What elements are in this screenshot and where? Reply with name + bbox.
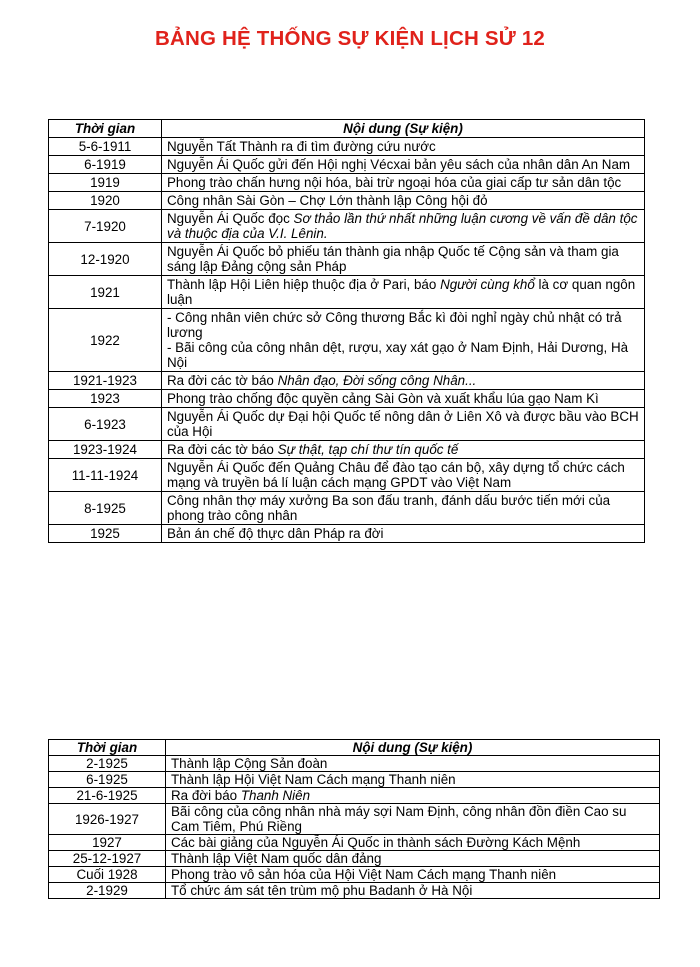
table-row bbox=[49, 138, 645, 156]
event-time: 1923 bbox=[49, 390, 162, 408]
table-body bbox=[49, 756, 660, 899]
event-time: 6-1923 bbox=[49, 408, 162, 441]
table-row bbox=[49, 174, 645, 192]
table-row bbox=[49, 525, 645, 543]
table-row bbox=[49, 835, 660, 851]
event-time: 1919 bbox=[49, 174, 162, 192]
event-text: Công nhân thợ máy xưởng Ba son đấu tranh, đánh dấu bước tiến mới của phong trào công nhân bbox=[167, 493, 611, 523]
event-text: Nguyễn Ái Quốc gửi đến Hội nghị Vécxai bản yêu sách của nhân dân An Nam bbox=[167, 157, 631, 172]
event-text: - Công nhân viên chức sở Công thương Bắc kì đòi nghỉ ngày chủ nhật có trả lương bbox=[167, 310, 622, 340]
table-row bbox=[49, 772, 660, 788]
event-text: Các bài giảng của Nguyễn Ái Quốc in thành sách Đường Kách Mệnh bbox=[171, 835, 581, 850]
event-content bbox=[162, 408, 645, 441]
page-title: BẢNG HỆ THỐNG SỰ KIỆN LỊCH SỬ 12 bbox=[154, 27, 546, 50]
event-text: Công nhân Sài Gòn – Chợ Lớn thành lập Công hội đỏ bbox=[167, 193, 488, 208]
event-text: Thành lập Hội Liên hiệp thuộc địa ở Pari, báo bbox=[167, 277, 441, 292]
event-content bbox=[166, 756, 660, 772]
event-text: Thành lập Hội Việt Nam Cách mạng Thanh niên bbox=[171, 772, 456, 787]
event-text: Bãi công của công nhân nhà máy sợi Nam Định, công nhân đồn điền Cao su Cam Tiêm, Phú Riềng bbox=[171, 804, 627, 834]
header-time: Thời gian bbox=[49, 740, 166, 756]
event-time: 21-6-1925 bbox=[49, 788, 166, 804]
event-text-italic: Nhân đạo, Đời sống công Nhân... bbox=[277, 373, 477, 388]
event-content bbox=[162, 192, 645, 210]
event-time: 1925 bbox=[49, 525, 162, 543]
header-content: Nội dung (Sự kiện) bbox=[162, 120, 645, 138]
event-content bbox=[166, 772, 660, 788]
event-time: 1926-1927 bbox=[49, 804, 166, 835]
event-content bbox=[162, 525, 645, 543]
event-content bbox=[166, 804, 660, 835]
event-text: - Bãi công của công nhân dệt, rượu, xay xát gạo ở Nam Định, Hải Dương, Hà Nội bbox=[167, 340, 629, 370]
event-time: 12-1920 bbox=[49, 243, 162, 276]
event-text: Thành lập Việt Nam quốc dân đảng bbox=[171, 851, 382, 866]
event-content bbox=[162, 138, 645, 156]
table-row bbox=[49, 459, 645, 492]
table-row bbox=[49, 276, 645, 309]
event-text: Phong trào vô sản hóa của Hội Việt Nam Cách mạng Thanh niên bbox=[171, 867, 557, 882]
event-time: 2-1929 bbox=[49, 883, 166, 899]
event-time: 1920 bbox=[49, 192, 162, 210]
event-content bbox=[166, 788, 660, 804]
table-row bbox=[49, 756, 660, 772]
table-row bbox=[49, 210, 645, 243]
event-text: Thành lập Cộng Sản đoàn bbox=[171, 756, 328, 771]
event-text: Nguyễn Ái Quốc đến Quảng Châu để đào tạo cán bộ, xây dựng tổ chức cách mạng và truyền bá lí luận cách mạng GPDT vào Việt Nam bbox=[167, 460, 625, 490]
event-content bbox=[162, 492, 645, 525]
event-content bbox=[166, 851, 660, 867]
event-content bbox=[166, 835, 660, 851]
event-text: Nguyễn Tất Thành ra đi tìm đường cứu nước bbox=[167, 139, 436, 154]
event-text: là cơ quan ngôn luận bbox=[167, 277, 636, 307]
event-text-italic: Sơ thảo lần thứ nhất những luận cương về vấn đề dân tộc và thuộc địa của V.I. Lênin. bbox=[167, 211, 638, 241]
events-table-2 bbox=[48, 739, 660, 899]
event-text: Nguyễn Ái Quốc dự Đại hội Quốc tế nông dân ở Liên Xô và được bầu vào BCH của Hội bbox=[167, 409, 639, 439]
table-body bbox=[49, 138, 645, 543]
event-text-italic: Người cùng khổ bbox=[440, 277, 535, 292]
event-text: Nguyễn Ái Quốc bỏ phiếu tán thành gia nhập Quốc tế Cộng sản và tham gia sáng lập Đảng cộng sản Pháp bbox=[167, 244, 619, 274]
event-text: Ra đời các tờ báo bbox=[167, 373, 278, 388]
event-content bbox=[162, 459, 645, 492]
header-content: Nội dung (Sự kiện) bbox=[166, 740, 660, 756]
event-content bbox=[162, 390, 645, 408]
table-row bbox=[49, 156, 645, 174]
table-row bbox=[49, 441, 645, 459]
event-time: 1923-1924 bbox=[49, 441, 162, 459]
event-time: Cuối 1928 bbox=[49, 867, 166, 883]
table-row bbox=[49, 390, 645, 408]
event-time: 11-11-1924 bbox=[49, 459, 162, 492]
event-text: Phong trào chấn hưng nội hóa, bài trừ ngoại hóa của giai cấp tư sản dân tộc bbox=[167, 175, 622, 190]
table-row bbox=[49, 243, 645, 276]
table-row bbox=[49, 408, 645, 441]
table-row bbox=[49, 851, 660, 867]
event-time: 1922 bbox=[49, 309, 162, 372]
event-text: Bản án chế độ thực dân Pháp ra đời bbox=[167, 526, 384, 541]
events-table-1 bbox=[48, 119, 645, 543]
event-content bbox=[166, 883, 660, 899]
event-text: Phong trào chống độc quyền cảng Sài Gòn và xuất khẩu lúa gạo Nam Kì bbox=[167, 391, 599, 406]
table-row bbox=[49, 867, 660, 883]
event-time: 6-1925 bbox=[49, 772, 166, 788]
event-text: Tổ chức ám sát tên trùm mộ phu Badanh ở Hà Nội bbox=[171, 883, 473, 898]
table-row bbox=[49, 492, 645, 525]
event-content bbox=[162, 372, 645, 390]
event-time: 7-1920 bbox=[49, 210, 162, 243]
event-text: Ra đời các tờ báo bbox=[167, 442, 278, 457]
event-content bbox=[166, 867, 660, 883]
event-time: 1921 bbox=[49, 276, 162, 309]
table-row bbox=[49, 804, 660, 835]
event-content bbox=[162, 276, 645, 309]
event-content bbox=[162, 174, 645, 192]
event-time: 1921-1923 bbox=[49, 372, 162, 390]
event-time: 25-12-1927 bbox=[49, 851, 166, 867]
event-content bbox=[162, 309, 645, 372]
table-row bbox=[49, 309, 645, 372]
table-header-row bbox=[49, 740, 660, 756]
event-text: Nguyễn Ái Quốc đọc bbox=[167, 211, 294, 226]
event-time: 8-1925 bbox=[49, 492, 162, 525]
event-content bbox=[162, 210, 645, 243]
event-content bbox=[162, 243, 645, 276]
table-row bbox=[49, 788, 660, 804]
event-time: 5-6-1911 bbox=[49, 138, 162, 156]
header-time: Thời gian bbox=[49, 120, 162, 138]
table-row bbox=[49, 883, 660, 899]
event-content bbox=[162, 156, 645, 174]
table-row bbox=[49, 372, 645, 390]
table-row bbox=[49, 192, 645, 210]
table-header-row bbox=[49, 120, 645, 138]
event-text-italic: Sự thật, tạp chí thư tín quốc tế bbox=[277, 442, 459, 457]
event-text-italic: Thanh Niên bbox=[240, 788, 311, 803]
event-time: 1927 bbox=[49, 835, 166, 851]
event-text: Ra đời báo bbox=[171, 788, 241, 803]
event-time: 6-1919 bbox=[49, 156, 162, 174]
event-time: 2-1925 bbox=[49, 756, 166, 772]
event-content bbox=[162, 441, 645, 459]
